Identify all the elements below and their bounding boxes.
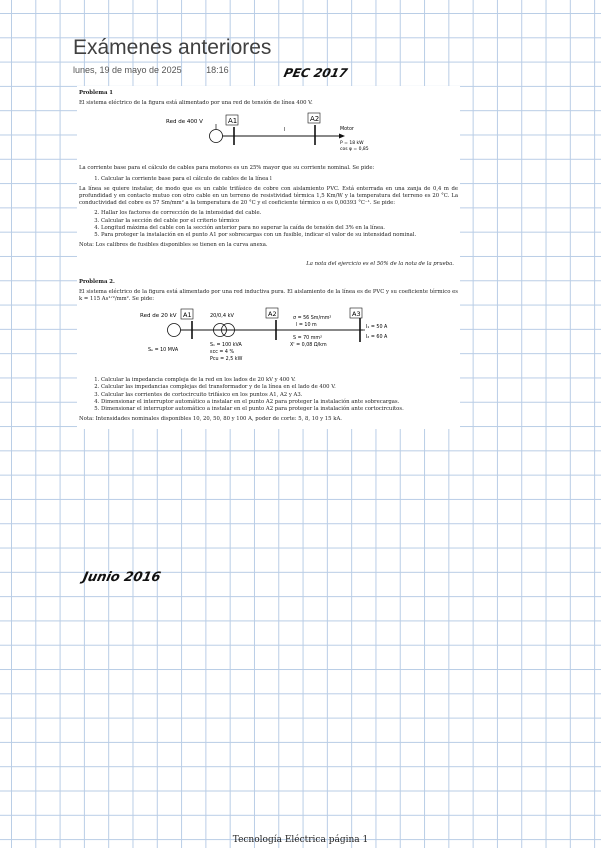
problem1-title: Problema 1: [79, 90, 113, 96]
problem2-item-4: 4. Dimensionar el interruptor automático a instalar en el punto A2 para proteger la instalación ante sobrecargas.: [101, 399, 458, 406]
p2-line-reactance: X' = 0,08 Ω/km: [289, 343, 327, 349]
p1-source-symbol: [209, 130, 222, 143]
p2-load-1: I₁ = 50 A: [365, 325, 387, 331]
problem1-item-3: 3. Calcular la sección del cable por el criterio térmico: [101, 218, 458, 225]
p2-source-label: Red de 20 kV: [139, 313, 177, 320]
p1-breaker-a2: A2: [309, 115, 319, 124]
p1-breaker-a1: A1: [227, 117, 237, 126]
p1-motor-cos: cos φ = 0,85: [339, 147, 369, 153]
problem1-intro: El sistema eléctrico de la figura está alimentado por una red de tensión de línea 400 V.: [79, 100, 313, 107]
problem1-install-text: La línea se quiere instalar, de modo que es un cable trifásico de cobre con aislamiento PVC. Está enterrada en una zanja de 0,4 m de profundidad y en contacto mutuo con otro cable en un terreno de resistividad térmica 1,5 Km/W y la temperatura del terreno es 20 °C. La conductividad del cobre es 57 Sm/mm² a la temperatura de 20 °C y el coeficiente térmico α es 0,00393 °C⁻¹. Se pide:: [79, 185, 458, 207]
p2-transformer-pcu: Pcu = 2,5 kW: [209, 357, 242, 363]
problem2-item-3: 3. Calcular las corrientes de cortocircuito trifásico en los puntos A1, A2 y A3.: [101, 392, 458, 399]
problem1-scoring: La nota del ejercicio es el 50% de la nota de la prueba.: [306, 261, 454, 268]
exam-sheet: [77, 86, 460, 429]
problem2-item-5: 5. Dimensionar el interruptor automático a instalar en el punto A2 para proteger la instalación ante cortocircuitos.: [101, 406, 458, 413]
p1-motor-power: P = 18 kW: [339, 141, 364, 147]
p2-breaker-a2: A2: [267, 310, 277, 319]
problem2-item-1: 1. Calcular la impedancia compleja de la red en los lados de 20 kV y 400 V.: [101, 377, 458, 384]
problem2-title: Problema 2.: [79, 278, 115, 285]
p1-arrow: [339, 134, 345, 139]
p1-motor-label: Motor: [339, 127, 354, 133]
p1-distance: l: [283, 127, 285, 134]
p2-load-2: I₂ = 60 A: [365, 335, 387, 341]
p2-line-length: l = 10 m: [295, 323, 317, 329]
page-date: lunes, 19 de mayo de 2025: [73, 65, 182, 75]
p1-source-label: Red de 400 V: [165, 119, 203, 126]
p2-breaker-a3: A3: [351, 310, 361, 319]
problem2-item-2: 2. Calcular las impedancias complejas del transformador y de la línea en el lado de 400 V.: [101, 384, 458, 391]
problem2-note: Nota: Intensidades nominales disponibles 10, 20, 50, 80 y 100 A, poder de corte: 5, 8, 10 y 15 kA.: [79, 416, 342, 423]
problem1-base-text: La corriente base para el cálculo de cables para motores es un 25% mayor que su corriente nominal. Se pide:: [79, 165, 375, 172]
problem2-intro: El sistema eléctrico de la figura está alimentado por una red inductiva pura. El aislamiento de la línea es de PVC y su coeficiente térmico es k = 115 As¹ᐟ²/mm². Se pide:: [79, 288, 458, 303]
handwritten-note-middle: Junio 2016: [81, 570, 163, 585]
page-meta: [73, 65, 229, 75]
problem1-diagram: [164, 110, 374, 162]
problem1-item-4: 4. Longitud máxima del cable con la sección anterior para no superar la caída de tensión del 3% en la línea.: [101, 225, 458, 232]
p2-transformer-sn: Sₙ = 100 kVA: [209, 343, 242, 349]
page-footer: Tecnología Eléctrica página 1: [232, 835, 369, 845]
p2-source-power: Sₑ = 10 MVA: [147, 348, 178, 354]
page-title: Exámenes anteriores: [73, 36, 272, 59]
handwritten-note-top: PEC 2017: [282, 66, 349, 80]
problem1-item-2: 2. Hallar los factores de corrección de la intensidad del cable.: [101, 210, 458, 217]
problem1-note: Nota: Los calibres de fusibles disponibles se tienen en la curva anexa.: [79, 242, 268, 249]
p2-transformer-ecc: εcc = 4 %: [209, 350, 234, 356]
p2-breaker-a1: A1: [182, 311, 192, 320]
p2-line-sigma: σ = 56 Sm/mm²: [292, 316, 331, 322]
page-time: 18:16: [206, 65, 229, 75]
p2-source-symbol: [167, 324, 180, 337]
p2-line-section: S = 70 mm²: [292, 336, 322, 342]
problem1-item-1: 1. Calcular la corriente base para el cálculo de cables de la línea l: [101, 176, 458, 183]
problem1-item-5: 5. Para proteger la instalación en el punto A1 por sobrecargas con un fusible, indicar el valor de su intensidad nominal.: [101, 232, 458, 239]
problem2-diagram: [138, 306, 400, 374]
p2-transformer-ratio: 20/0,4 kV: [209, 313, 234, 320]
